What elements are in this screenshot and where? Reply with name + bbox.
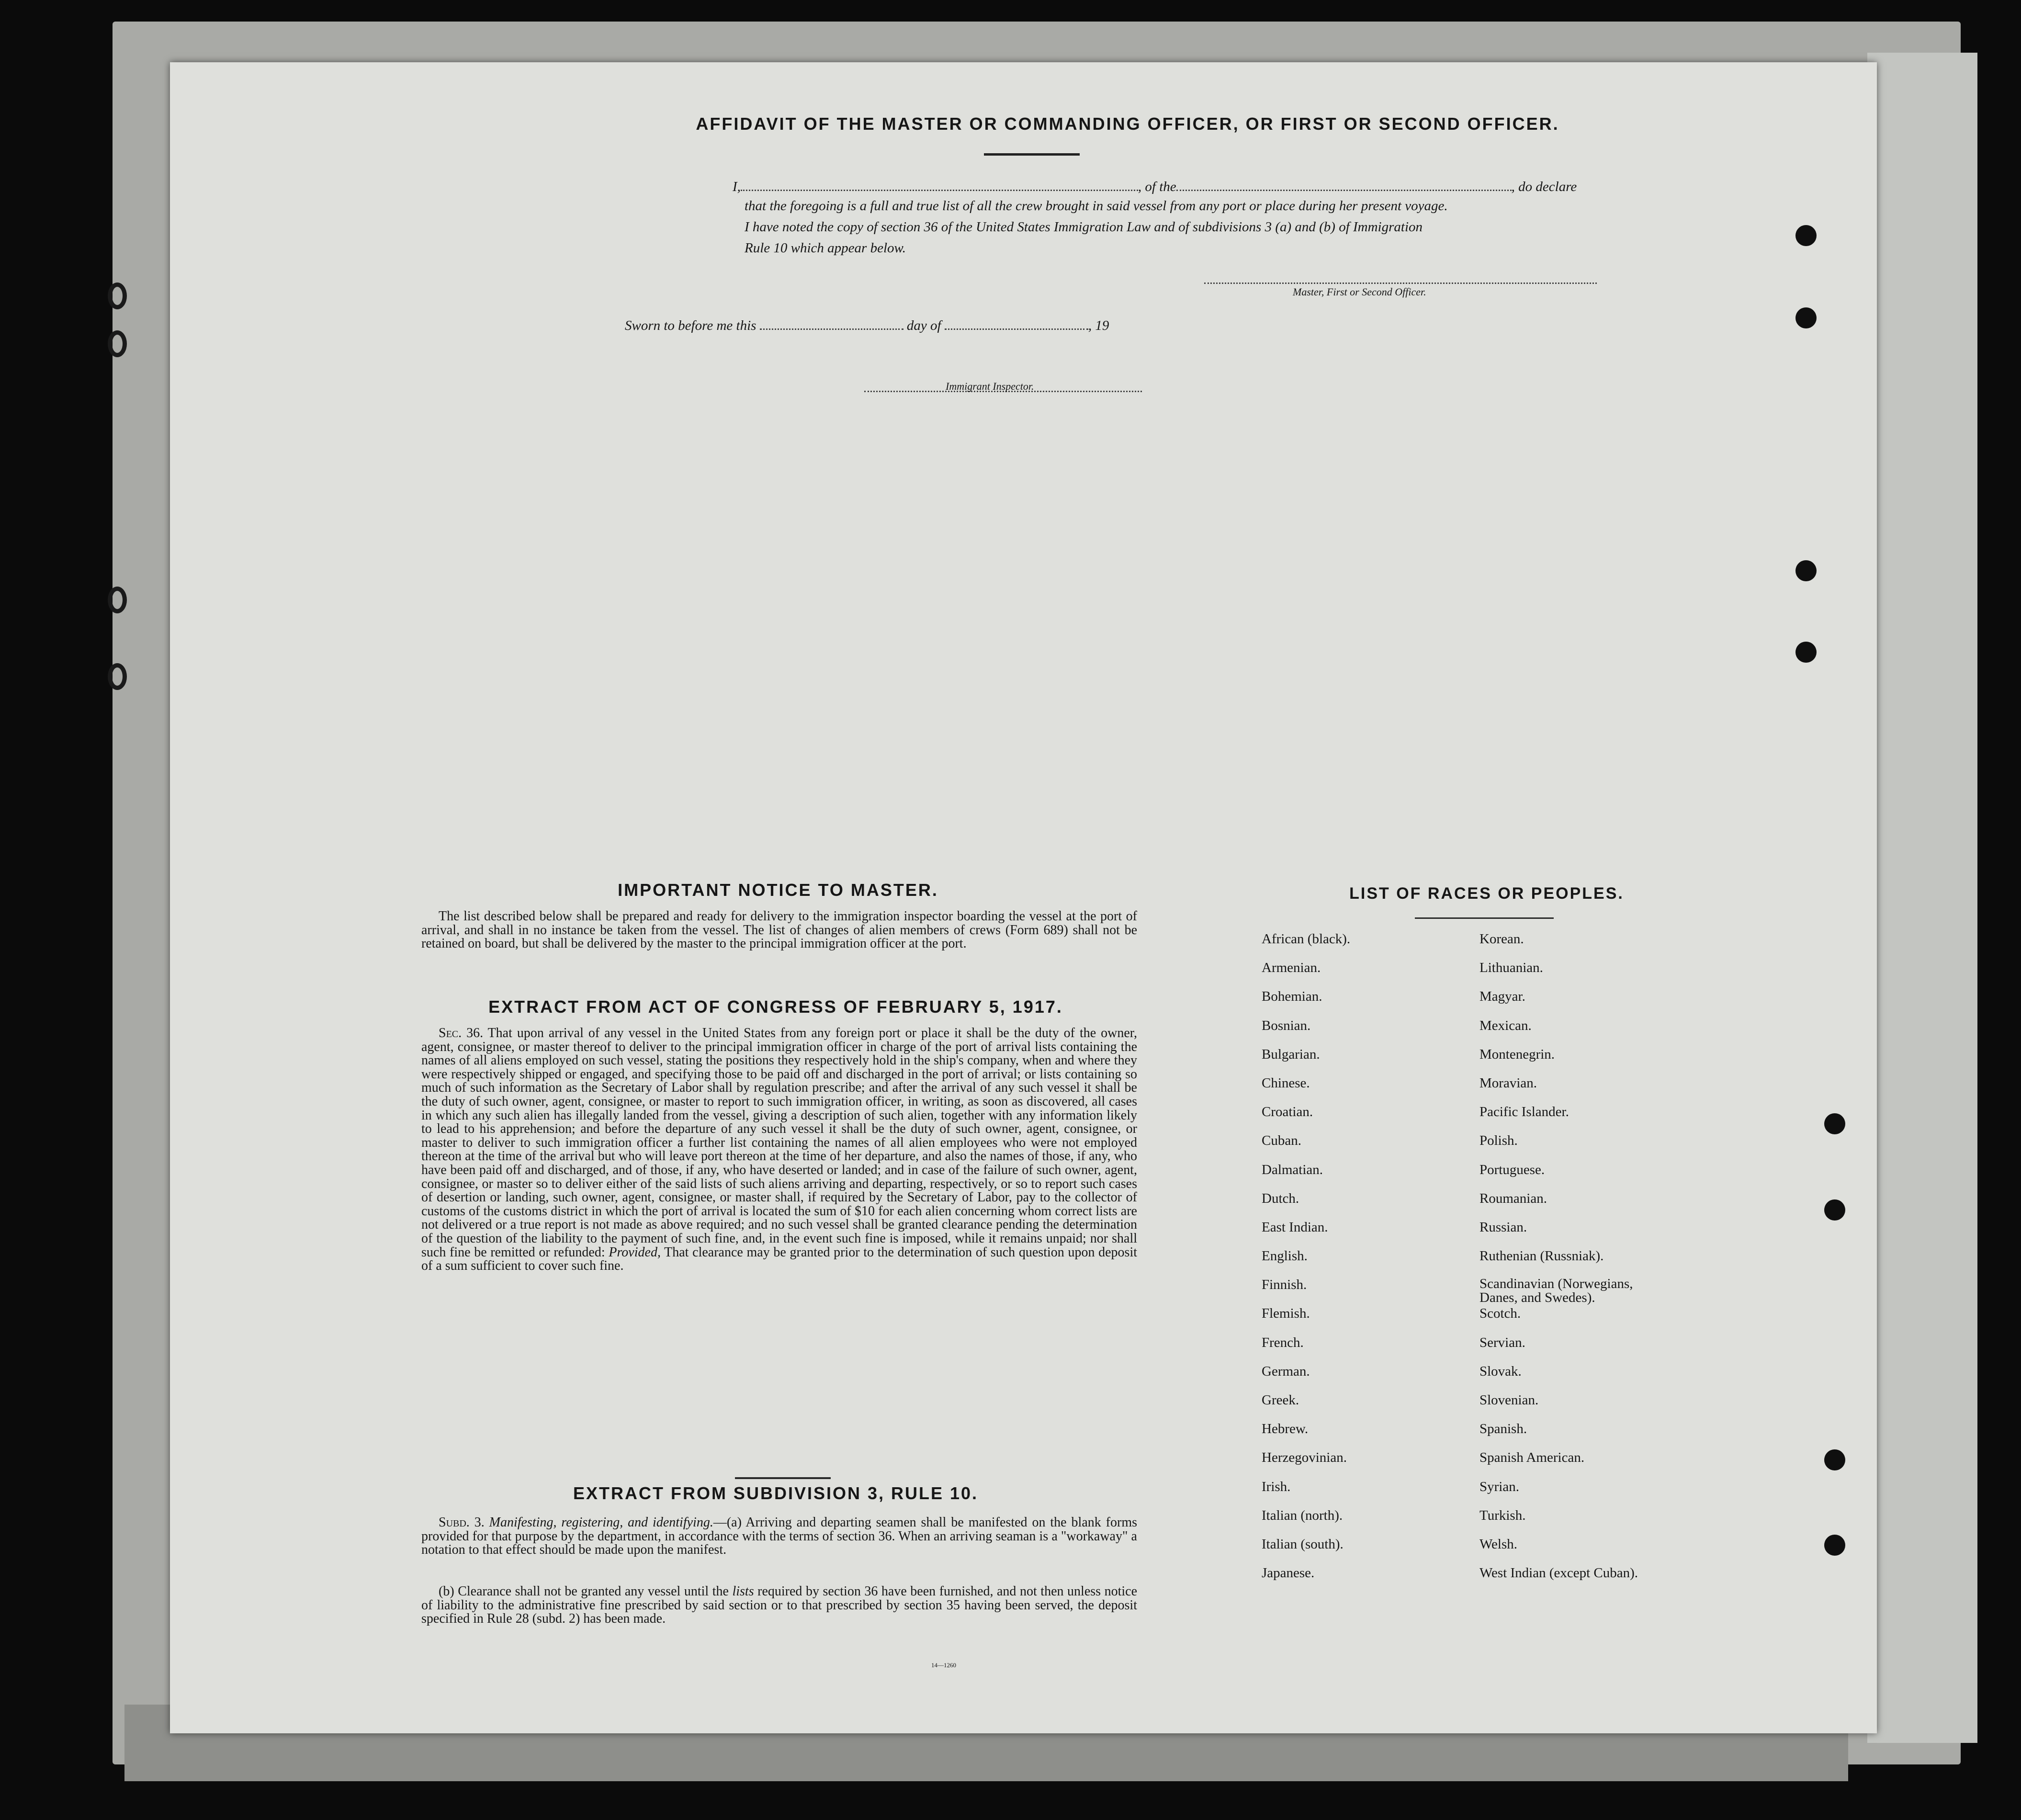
- race-item: Greek.: [1262, 1392, 1299, 1408]
- race-item: Dutch.: [1262, 1190, 1299, 1206]
- race-item: French.: [1262, 1334, 1304, 1350]
- master-signature-line: [1204, 283, 1597, 284]
- race-item: Servian.: [1479, 1334, 1525, 1350]
- name-blank: [741, 177, 1138, 191]
- races-right-column: [1479, 931, 1652, 1594]
- races-title: LIST OF RACES OR PEOPLES.: [1349, 884, 1624, 903]
- race-item: Spanish.: [1479, 1421, 1527, 1437]
- race-item: Turkish.: [1479, 1507, 1526, 1523]
- day-of-label: day of: [906, 318, 941, 333]
- form-number: 14—1260: [931, 1662, 956, 1669]
- notice-body: The list described below shall be prepared and ready for delivery to the immigration inspector boarding the vessel at the port of arrival, and shall in no instance be taken from the vessel. The list of changes of alien members of crews (Form 689) shall not be retained on board, but shall be delivered by the master to the principal immigration officer at the port.: [421, 909, 1137, 951]
- race-item: German.: [1262, 1363, 1310, 1379]
- race-item: Finnish.: [1262, 1277, 1307, 1293]
- rule-extract-para-a: [421, 1516, 1137, 1557]
- sec-text: That upon arrival of any vessel in the United States from any foreign port or place it shall be the duty of the owner, agent, consignee, or master thereof to deliver to the principal immigration officer in charge of the port of arrival lists containing the names of all aliens employed on such vessel, stating the positions they respectively hold in the ship's company, when and where they were respectively shipped or engaged, and specifying those to be paid off and discharged in the port of arrival; or lists containing so much of such information as the Secretary of Labor shall by regulation prescribe; and after the arrival of any such vessel it shall be the duty of such owner, agent, consignee, or master to report to such immigration officer, in writing, as soon as discovered, all cases in which any such alien has illegally landed from the vessel, giving a description of such alien, together with any information likely to lead to his apprehension; and before the departure of any such vessel it shall be the duty of such owner, agent, consignee, or master to deliver to such immigration officer a further list containing the names of all alien employees who were not employed thereon at the time of the arrival but who will leave port thereon at the time of her departure, and also the names of those, if any, who have been paid off and discharged, and of those, if any, who have deserted or landed; and in case of the failure of such owner, agent, consignee, or master so to deliver either of the said lists of such aliens arriving and departing, respectively, or so to report such cases of desertion or landing, such owner, agent, consignee, or master shall, if required by the Secretary of Labor, pay to the collector of customs of the customs district in which the port of arrival is located the sum of $10 for each alien concerning whom correct lists are not delivered or a true report is not made as above required; and no such vessel shall be granted clearance pending the determination of the question of the liability to the payment of such fine, and, in the event such fine is imposed, while it remains unpaid; nor shall such fine be remitted or refunded:: [421, 1026, 1137, 1260]
- sec-text-end: That clearance may be granted prior to the determination of such question upon deposit of a sum sufficient to cover such fine.: [421, 1244, 1138, 1274]
- binder-ring-icon: [108, 330, 127, 357]
- inspector-label: Immigrant Inspector.: [946, 380, 1034, 392]
- race-item: Croatian.: [1262, 1104, 1313, 1120]
- race-item: Irish.: [1262, 1479, 1291, 1494]
- punch-hole-icon: [1795, 307, 1817, 328]
- race-item: Bosnian.: [1262, 1017, 1311, 1033]
- act-extract-title: EXTRACT FROM ACT OF CONGRESS OF FEBRUARY 5, 1917.: [488, 997, 1063, 1017]
- race-item: Slovenian.: [1479, 1392, 1539, 1408]
- race-item: Armenian.: [1262, 960, 1321, 976]
- races-left-column: [1262, 931, 1350, 1594]
- sworn-line: [625, 316, 1109, 334]
- punch-hole-icon: [1795, 225, 1817, 246]
- punch-hole-icon: [1824, 1113, 1845, 1134]
- affidavit-line-3: I have noted the copy of section 36 of the United States Immigration Law and of subdivisions 3 (a) and (b) of Immigration: [745, 219, 1423, 235]
- affidavit-line-4: Rule 10 which appear below.: [745, 240, 906, 256]
- race-item: Chinese.: [1262, 1075, 1310, 1091]
- sworn-label: Sworn to before me this: [625, 318, 756, 333]
- do-declare-label: , do declare: [1511, 179, 1577, 194]
- rule-extract-title: EXTRACT FROM SUBDIVISION 3, RULE 10.: [573, 1483, 979, 1503]
- punch-hole-icon: [1824, 1449, 1845, 1470]
- sworn-month-blank: [945, 316, 1088, 330]
- race-item: West Indian (except Cuban).: [1479, 1565, 1638, 1581]
- race-item: Montenegrin.: [1479, 1046, 1555, 1062]
- punch-hole-icon: [1824, 1199, 1845, 1221]
- race-item: East Indian.: [1262, 1219, 1328, 1235]
- of-the-label: , of the: [1138, 179, 1176, 194]
- race-item: Polish.: [1479, 1133, 1518, 1149]
- race-item: English.: [1262, 1248, 1308, 1264]
- affidavit-declaration-line: [733, 177, 1577, 195]
- race-item: Scandinavian (Norwegians, Danes, and Swedes).: [1479, 1276, 1633, 1306]
- subd-para-a: —(a) Arriving and departing seamen shall be manifested on the blank forms provided for that purpose by the department, in accordance with the terms of section 36. When an arriving seaman is a "workaway" a notation to that effect should be made upon the manifest.: [421, 1515, 1137, 1558]
- rule-extract-para-b: [421, 1585, 1137, 1626]
- punch-hole-icon: [1824, 1535, 1845, 1556]
- section-rule: [735, 1477, 831, 1479]
- race-item: Scotch.: [1479, 1306, 1521, 1322]
- race-item: Herzegovinian.: [1262, 1450, 1347, 1466]
- sec-label: Sec. 36.: [439, 1026, 484, 1040]
- subd-para-b-start: (b) Clearance shall not be granted any vessel until the: [439, 1584, 729, 1599]
- race-item: Dalmatian.: [1262, 1162, 1323, 1177]
- race-item: Bulgarian.: [1262, 1046, 1320, 1062]
- subd-para-b-rest: required by section 36 have been furnished, and not then unless notice of liability to the administrative fine prescribed by said section or to that prescribed by section 35 having been served, the deposit specified in Rule 28 (subd. 2) has been made.: [421, 1584, 1138, 1627]
- race-item: Lithuanian.: [1479, 960, 1543, 976]
- provided-label: Provided,: [609, 1244, 661, 1260]
- binder-ring-icon: [108, 587, 127, 613]
- race-item: African (black).: [1262, 931, 1351, 947]
- race-item: Welsh.: [1479, 1536, 1518, 1552]
- race-item: Portuguese.: [1479, 1162, 1545, 1177]
- affidavit-title: AFFIDAVIT OF THE MASTER OR COMMANDING OFFICER, OR FIRST OR SECOND OFFICER.: [696, 114, 1559, 134]
- subd-para-b-lists: lists: [732, 1584, 754, 1599]
- race-item: Pacific Islander.: [1479, 1104, 1569, 1120]
- act-extract-body: [421, 1027, 1137, 1273]
- race-item: Slovak.: [1479, 1363, 1522, 1379]
- vessel-blank: [1176, 177, 1512, 191]
- background-sheet-edge: [1867, 53, 1977, 1743]
- binder-ring-icon: [108, 283, 127, 309]
- race-item: Roumanian.: [1479, 1190, 1547, 1206]
- race-item: Italian (north).: [1262, 1507, 1343, 1523]
- document-page: [170, 62, 1877, 1733]
- year-label: , 19: [1088, 318, 1109, 333]
- race-item: Flemish.: [1262, 1306, 1310, 1322]
- race-item: Russian.: [1479, 1219, 1527, 1235]
- race-item: Syrian.: [1479, 1479, 1519, 1494]
- sworn-day-blank: [760, 316, 903, 330]
- race-item: Magyar.: [1479, 989, 1525, 1005]
- race-item: Italian (south).: [1262, 1536, 1344, 1552]
- race-item: Moravian.: [1479, 1075, 1537, 1091]
- races-title-rule: [1415, 917, 1554, 919]
- title-underline: [984, 153, 1080, 156]
- race-item: Ruthenian (Russniak).: [1479, 1248, 1604, 1264]
- race-item: Spanish American.: [1479, 1450, 1585, 1466]
- race-item: Japanese.: [1262, 1565, 1315, 1581]
- i-label: I,: [733, 179, 741, 194]
- affidavit-line-2: that the foregoing is a full and true list of all the crew brought in said vessel from any port or place during her present voyage.: [745, 198, 1448, 214]
- subd-heading: Manifesting, registering, and identifying.: [489, 1515, 713, 1530]
- punch-hole-icon: [1795, 560, 1817, 581]
- binder-ring-icon: [108, 663, 127, 690]
- race-item: Bohemian.: [1262, 989, 1322, 1005]
- race-item: Korean.: [1479, 931, 1524, 947]
- race-item: Mexican.: [1479, 1017, 1532, 1033]
- race-item: Hebrew.: [1262, 1421, 1309, 1437]
- race-item: Cuban.: [1262, 1133, 1301, 1149]
- notice-title: IMPORTANT NOTICE TO MASTER.: [618, 880, 938, 900]
- subd-label: Subd. 3.: [439, 1515, 485, 1530]
- punch-hole-icon: [1795, 642, 1817, 663]
- master-signature-label: Master, First or Second Officer.: [1293, 286, 1426, 298]
